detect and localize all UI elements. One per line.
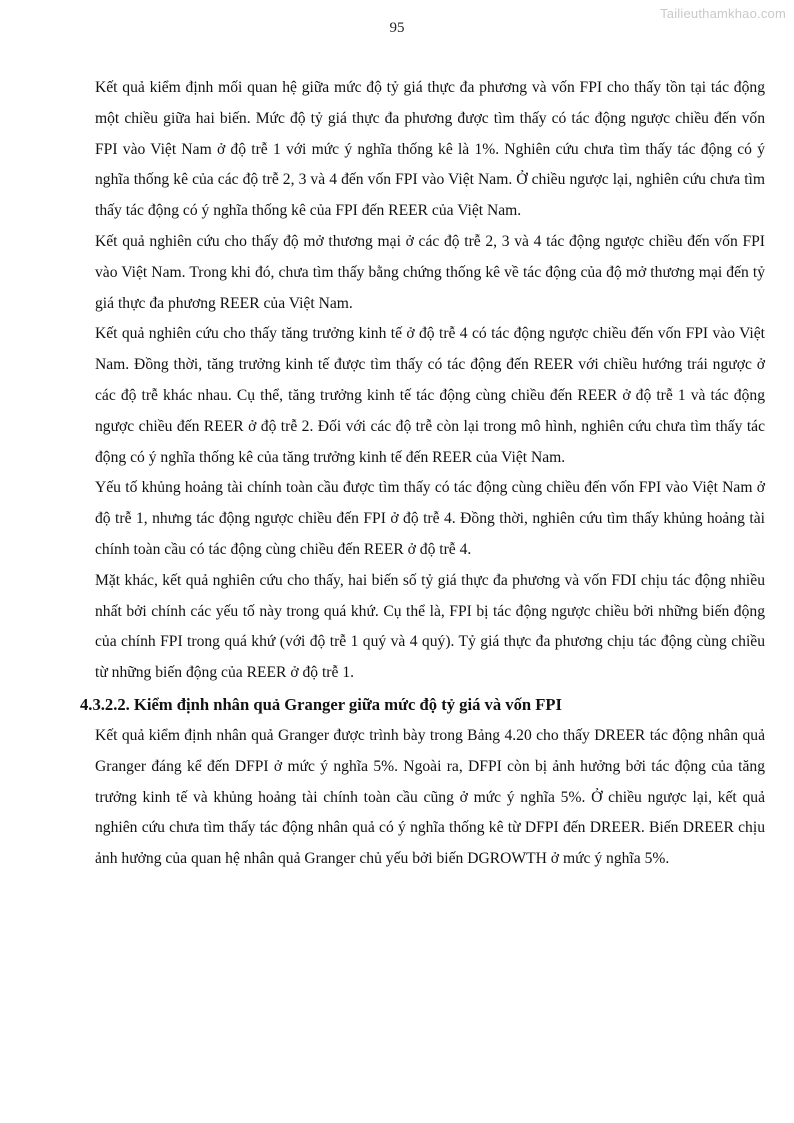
watermark: Tailieuthamkhao.com: [660, 6, 786, 21]
paragraph-5: Mặt khác, kết quả nghiên cứu cho thấy, hai biến số tỷ giá thực đa phương và vốn FDI chịu tác động nhiều nhất bởi chính các yếu tố này trong quá khứ. Cụ thể là, FPI bị tác động ngược chiều bởi những biến động của chính FPI trong quá khứ (với độ trễ 1 quý và 4 quý). Tỷ giá thực đa phương chịu tác động cùng chiều từ những biến động của REER ở độ trễ 1.: [95, 571, 765, 682]
paragraph-1: Kết quả kiểm định mối quan hệ giữa mức độ tỷ giá thực đa phương và vốn FPI cho thấy tồn tại tác động một chiều giữa hai biến. Mức độ tỷ giá thực đa phương được tìm thấy có tác động ngược chiều đến vốn FPI vào Việt Nam ở độ trễ 1 với mức ý nghĩa thống kê là 1%. Nghiên cứu chưa tìm thấy tác động có ý nghĩa thống kê của các độ trễ 2, 3 và 4 đến vốn FPI vào Việt Nam. Ở chiều ngược lại, nghiên cứu chưa tìm thấy tác động có ý nghĩa thống kê của FPI đến REER của Việt Nam.: [95, 79, 765, 220]
paragraph-2: Kết quả nghiên cứu cho thấy độ mở thương mại ở các độ trễ 2, 3 và 4 tác động ngược chiều đến vốn FPI vào Việt Nam. Trong khi đó, chưa tìm thấy bằng chứng thống kê về tác động của độ mở thương mại đến tỷ giá thực đa phương REER của Việt Nam.: [95, 232, 765, 312]
section-heading: 4.3.2.2. Kiểm định nhân quả Granger giữa mức độ tỷ giá và vốn FPI: [80, 694, 562, 714]
paragraph-3: Kết quả nghiên cứu cho thấy tăng trưởng kinh tế ở độ trễ 4 có tác động ngược chiều đến vốn FPI vào Việt Nam. Đồng thời, tăng trưởng kinh tế được tìm thấy có tác động đến REER với chiều hướng trái ngược ở các độ trễ khác nhau. Cụ thể, tăng trưởng kinh tế tác động cùng chiều đến REER ở độ trễ 1 và tác động ngược chiều đến REER ở độ trễ 2. Đối với các độ trễ còn lại trong mô hình, nghiên cứu chưa tìm thấy tác động có ý nghĩa thống kê của tăng trưởng kinh tế đến REER của Việt Nam.: [95, 325, 765, 466]
page-number: 95: [389, 20, 405, 36]
document-body: [80, 73, 765, 875]
paragraph-4: Yếu tố khủng hoảng tài chính toàn cầu được tìm thấy có tác động cùng chiều đến vốn FPI vào Việt Nam ở độ trễ 1, nhưng tác động ngược chiều đến FPI ở độ trễ 4. Đồng thời, nghiên cứu tìm thấy khủng hoảng tài chính toàn cầu có tác động cùng chiều đến REER ở độ trễ 4.: [95, 479, 765, 558]
section-paragraph: Kết quả kiểm định nhân quả Granger được trình bày trong Bảng 4.20 cho thấy DREER tác động nhân quả Granger đáng kể đến DFPI ở mức ý nghĩa 5%. Ngoài ra, DFPI còn bị ảnh hưởng bởi tác động của tăng trưởng kinh tế và khủng hoảng tài chính toàn cầu cũng ở mức ý nghĩa 5%. Ở chiều ngược lại, kết quả nghiên cứu chưa tìm thấy tác động nhân quả có ý nghĩa thống kê từ DFPI đến DREER. Biến DREER chịu ảnh hưởng của quan hệ nhân quả Granger chủ yếu bởi biến DGROWTH ở mức ý nghĩa 5%.: [95, 726, 765, 868]
